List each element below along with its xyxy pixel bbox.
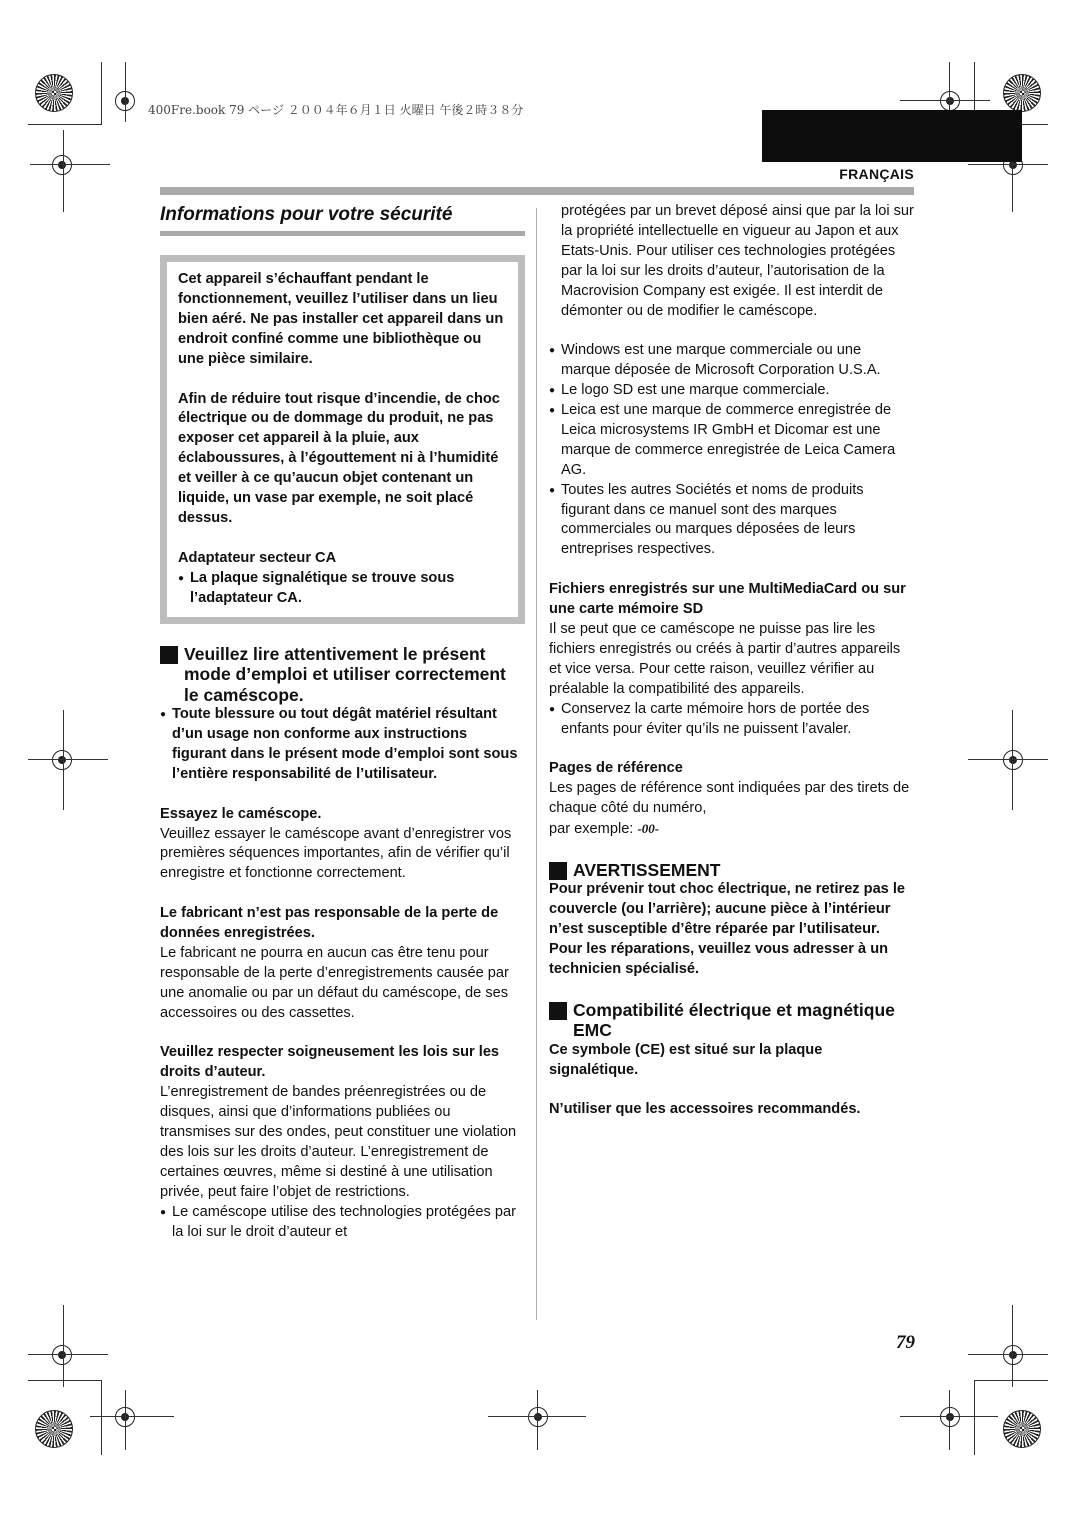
right-column	[549, 202, 914, 1120]
warning-text: Pour prévenir tout choc électrique, ne retirez pas le couvercle (ou l’arrière); aucune pièce à l’intérieur n’est susceptible d’être réparée par l’utilisateur.	[549, 881, 906, 938]
trademark-bullet: ● Leica est une marque de commerce enregistrée de Leica microsystems IR GmbH et Dicomar est une marque de commerce enregistrée de Leica Camera AG.	[549, 401, 914, 481]
crosshair-icon	[52, 1345, 72, 1365]
copyright-text: L’enregistrement de bandes préenregistrées ou de disques, ainsi que d’informations publiées ou transmises sur des ondes, peut constituer une violation des lois sur les droits d’auteur. L’enregistrement de certaines œuvres, même si destiné à une utilisation privée, peut faire l’objet de restrictions.	[160, 1084, 517, 1200]
registration-wheel-icon	[1003, 1410, 1041, 1448]
page-number: 79	[896, 1332, 915, 1353]
adapter-title: Adaptateur secteur CA	[178, 549, 337, 566]
square-bullet-icon	[549, 1002, 567, 1020]
read-manual-bullet: ● Toute blessure ou tout dégât matériel résultant d’un usage non conforme aux instructions figurant dans le présent mode d’emploi sont sous l’entière responsabilité de l’utilisateur.	[160, 705, 525, 785]
memory-card-bullet: ● Conservez la carte mémoire hors de portée des enfants pour éviter qu’ils ne puissent l’avaler.	[549, 700, 914, 740]
emc-accessories-text: N’utiliser que les accessoires recommandés.	[549, 1101, 861, 1118]
maker-text: Le fabricant ne pourra en aucun cas être tenu pour responsable de la perte d’enregistrements causée par une anomalie ou par un défaut du caméscope, de ses accessoires ou des cassettes.	[160, 944, 509, 1021]
reference-pages-text: Les pages de référence sont indiquées par des tirets de chaque côté du numéro,	[549, 780, 910, 817]
crosshair-icon	[1003, 750, 1023, 770]
trademark-bullet: ● Toutes les autres Sociétés et noms de produits figurant dans ce manuel sont des marques commerciales ou marques déposées de leurs entreprises respectives.	[549, 481, 914, 561]
crosshair-icon	[52, 155, 72, 175]
print-info-line: 400Fre.book 79 ページ ２００４年６月１日 火曜日 午後２時３８分	[148, 103, 524, 117]
language-label: FRANÇAIS	[839, 166, 914, 182]
page-title: Informations pour votre sécurité	[160, 204, 453, 225]
trademark-bullet: ● Windows est une marque commerciale ou une marque déposée de Microsoft Corporation U.S.A.	[549, 341, 914, 381]
crosshair-icon	[940, 1407, 960, 1427]
registration-wheel-icon	[1003, 74, 1041, 112]
left-column	[160, 202, 525, 1243]
reference-example: par exemple: -00-	[549, 821, 660, 838]
safety-warning-box	[160, 255, 525, 624]
reference-pages-title: Pages de référence	[549, 760, 683, 777]
trademark-bullet: ● Le logo SD est une marque commerciale.	[549, 381, 914, 401]
memory-card-title: Fichiers enregistrés sur une MultiMediaCard ou sur une carte mémoire SD	[549, 581, 906, 618]
copyright-bullet: ● Le caméscope utilise des technologies protégées par la loi sur le droit d’auteur et	[160, 1203, 525, 1243]
try-text: Veuillez essayer le caméscope avant d’enregistrer vos premières séquences importantes, afin de vérifier qu’il enregistre et fonctionne correctement.	[160, 825, 512, 882]
registration-wheel-icon	[35, 1410, 73, 1448]
square-bullet-icon	[160, 646, 178, 664]
read-manual-heading: Veuillez lire attentivement le présent mode d’emploi et utiliser correctement le caméscope.	[160, 644, 525, 706]
top-divider	[160, 187, 914, 195]
crosshair-icon	[1003, 1345, 1023, 1365]
maker-title: Le fabricant n’est pas responsable de la perte de données enregistrées.	[160, 905, 499, 942]
emc-heading: Compatibilité électrique et magnétique EMC	[549, 1000, 914, 1041]
adapter-bullet: ● La plaque signalétique se trouve sous l’adaptateur CA.	[178, 569, 507, 609]
warning-repair-text: Pour les réparations, veuillez vous adresser à un technicien spécialisé.	[549, 941, 889, 977]
crosshair-icon	[940, 91, 960, 111]
column-divider	[536, 208, 537, 1320]
language-tab-bar	[762, 110, 1022, 162]
copyright-title: Veuillez respecter soigneusement les lois sur les droits d’auteur.	[160, 1044, 500, 1081]
warning-paragraph: Cet appareil s’échauffant pendant le fonctionnement, veuillez l’utiliser dans un lieu bien aéré. Ne pas installer cet appareil dans un endroit confiné comme une bibliothèque ou une pièce similaire.	[178, 271, 504, 367]
emc-text: Ce symbole (CE) est situé sur la plaque signalétique.	[549, 1041, 823, 1078]
registration-wheel-icon	[35, 74, 73, 112]
warning-heading: AVERTISSEMENT	[549, 860, 914, 881]
square-bullet-icon	[549, 862, 567, 880]
memory-card-text: Il se peut que ce caméscope ne puisse pas lire les fichiers enregistrés ou créés à partir d’autres appareils et vice versa. Pour cette raison, veuillez vérifier au préalable la compatibilité des appareils.	[549, 621, 901, 697]
warning-paragraph: Afin de réduire tout risque d’incendie, de choc électrique ou de dommage du produit, ne pas exposer cet appareil à la pluie, aux éclaboussures, à l’égouttement ni à l’humidité et veiller à ce qu’aucun objet contenant un liquide, un vase par exemple, ne soit placé dessus.	[178, 390, 500, 526]
crosshair-icon	[52, 750, 72, 770]
copyright-continued-text: protégées par un brevet déposé ainsi que par la loi sur la propriété intellectuelle en vigueur au Japon et aux Etats-Unis. Pour utiliser ces technologies protégées par la loi sur les droits d’auteur, l’autorisation de la Macrovision Company est exigée. Il est interdit de démonter ou de modifier le caméscope.	[561, 203, 914, 319]
crosshair-icon	[528, 1407, 548, 1427]
title-underline	[160, 231, 525, 236]
try-title: Essayez le caméscope.	[160, 805, 322, 822]
reference-example-value: -00-	[637, 821, 660, 837]
